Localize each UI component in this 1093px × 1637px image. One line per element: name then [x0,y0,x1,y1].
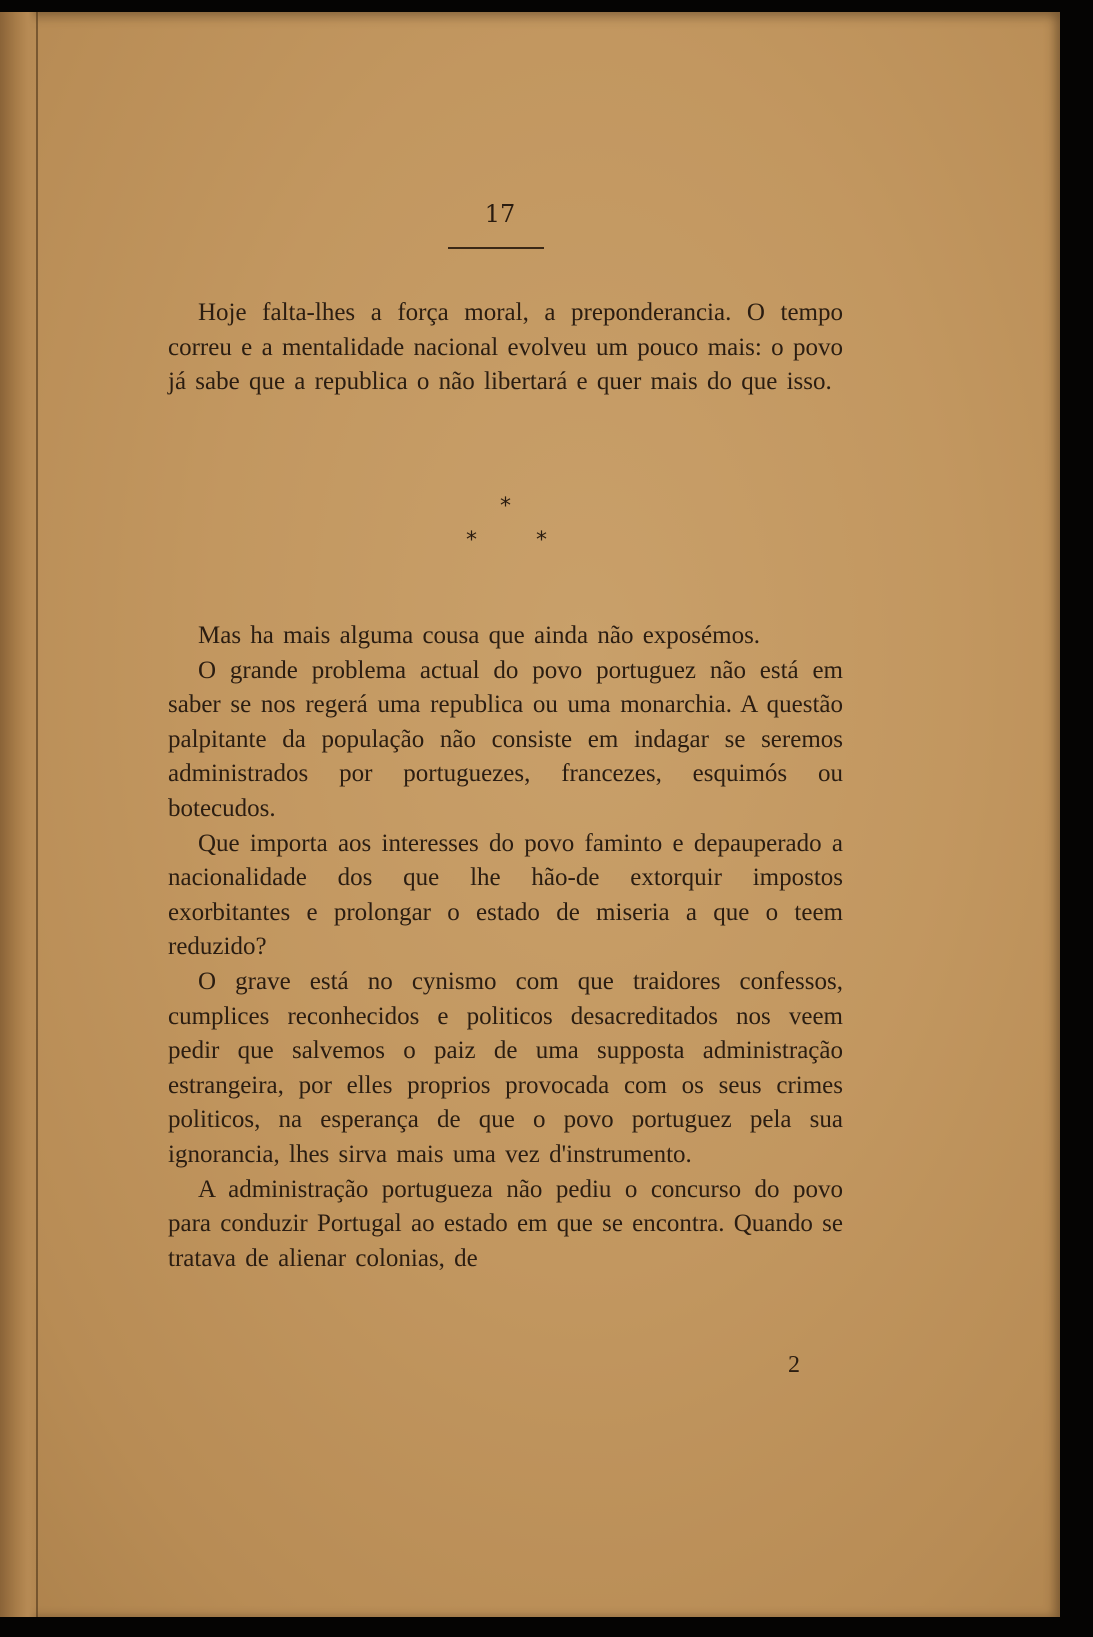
paragraph: Mas ha mais alguma cousa que ainda não exposémos. [198,622,761,649]
text-block-top [168,296,843,400]
page-number-rule [448,247,544,249]
gutter-edge [36,12,38,1617]
paragraph: Que importa aos interesses do povo faminto e depauperado a nacionalidade dos que lhe hão-de extorquir impostos exorbitantes e prolongar o estado de miseria a que o teem reduzido? [168,829,843,961]
paragraph: O grave está no cynismo com que traidores confessos, cumplices reconhecidos e politicos desacreditados nos veem pedir que salvemos o paiz de uma supposta administração estrangeira, por elles proprios provocada com os seus crimes politicos, na esperança de que o povo portuguez pela sua ignorancia, lhes sirva mais uma vez d'instrumento. [168,967,843,1168]
page-number: 17 [484,200,516,228]
asterism [450,496,570,556]
asterism-star: * [500,494,511,519]
text-block-main [168,619,843,1276]
paragraph: Hoje falta-lhes a força moral, a preponderancia. O tempo correu e a mentalidade nacional evolveu um pouco mais: o povo já sabe que a republica o não libertará e quer mais do que isso. [168,299,843,396]
signature-mark: 2 [788,1352,800,1378]
paragraph: O grande problema actual do povo portuguez não está em saber se nos regerá uma republica ou uma monarchia. A questão palpitante da população não consiste em indagar se seremos administrados por portuguezes, francezes, esquimós ou botecudos. [168,656,843,822]
asterism-star: * [466,528,477,553]
paragraph: A administração portugueza não pediu o concurso do povo para conduzir Portugal ao estado em que se encontra. Quando se tratava de alienar colonias, de [168,1175,843,1272]
book-gutter [0,12,40,1617]
paper-sheet [0,12,1060,1617]
asterism-star: * [536,528,547,553]
